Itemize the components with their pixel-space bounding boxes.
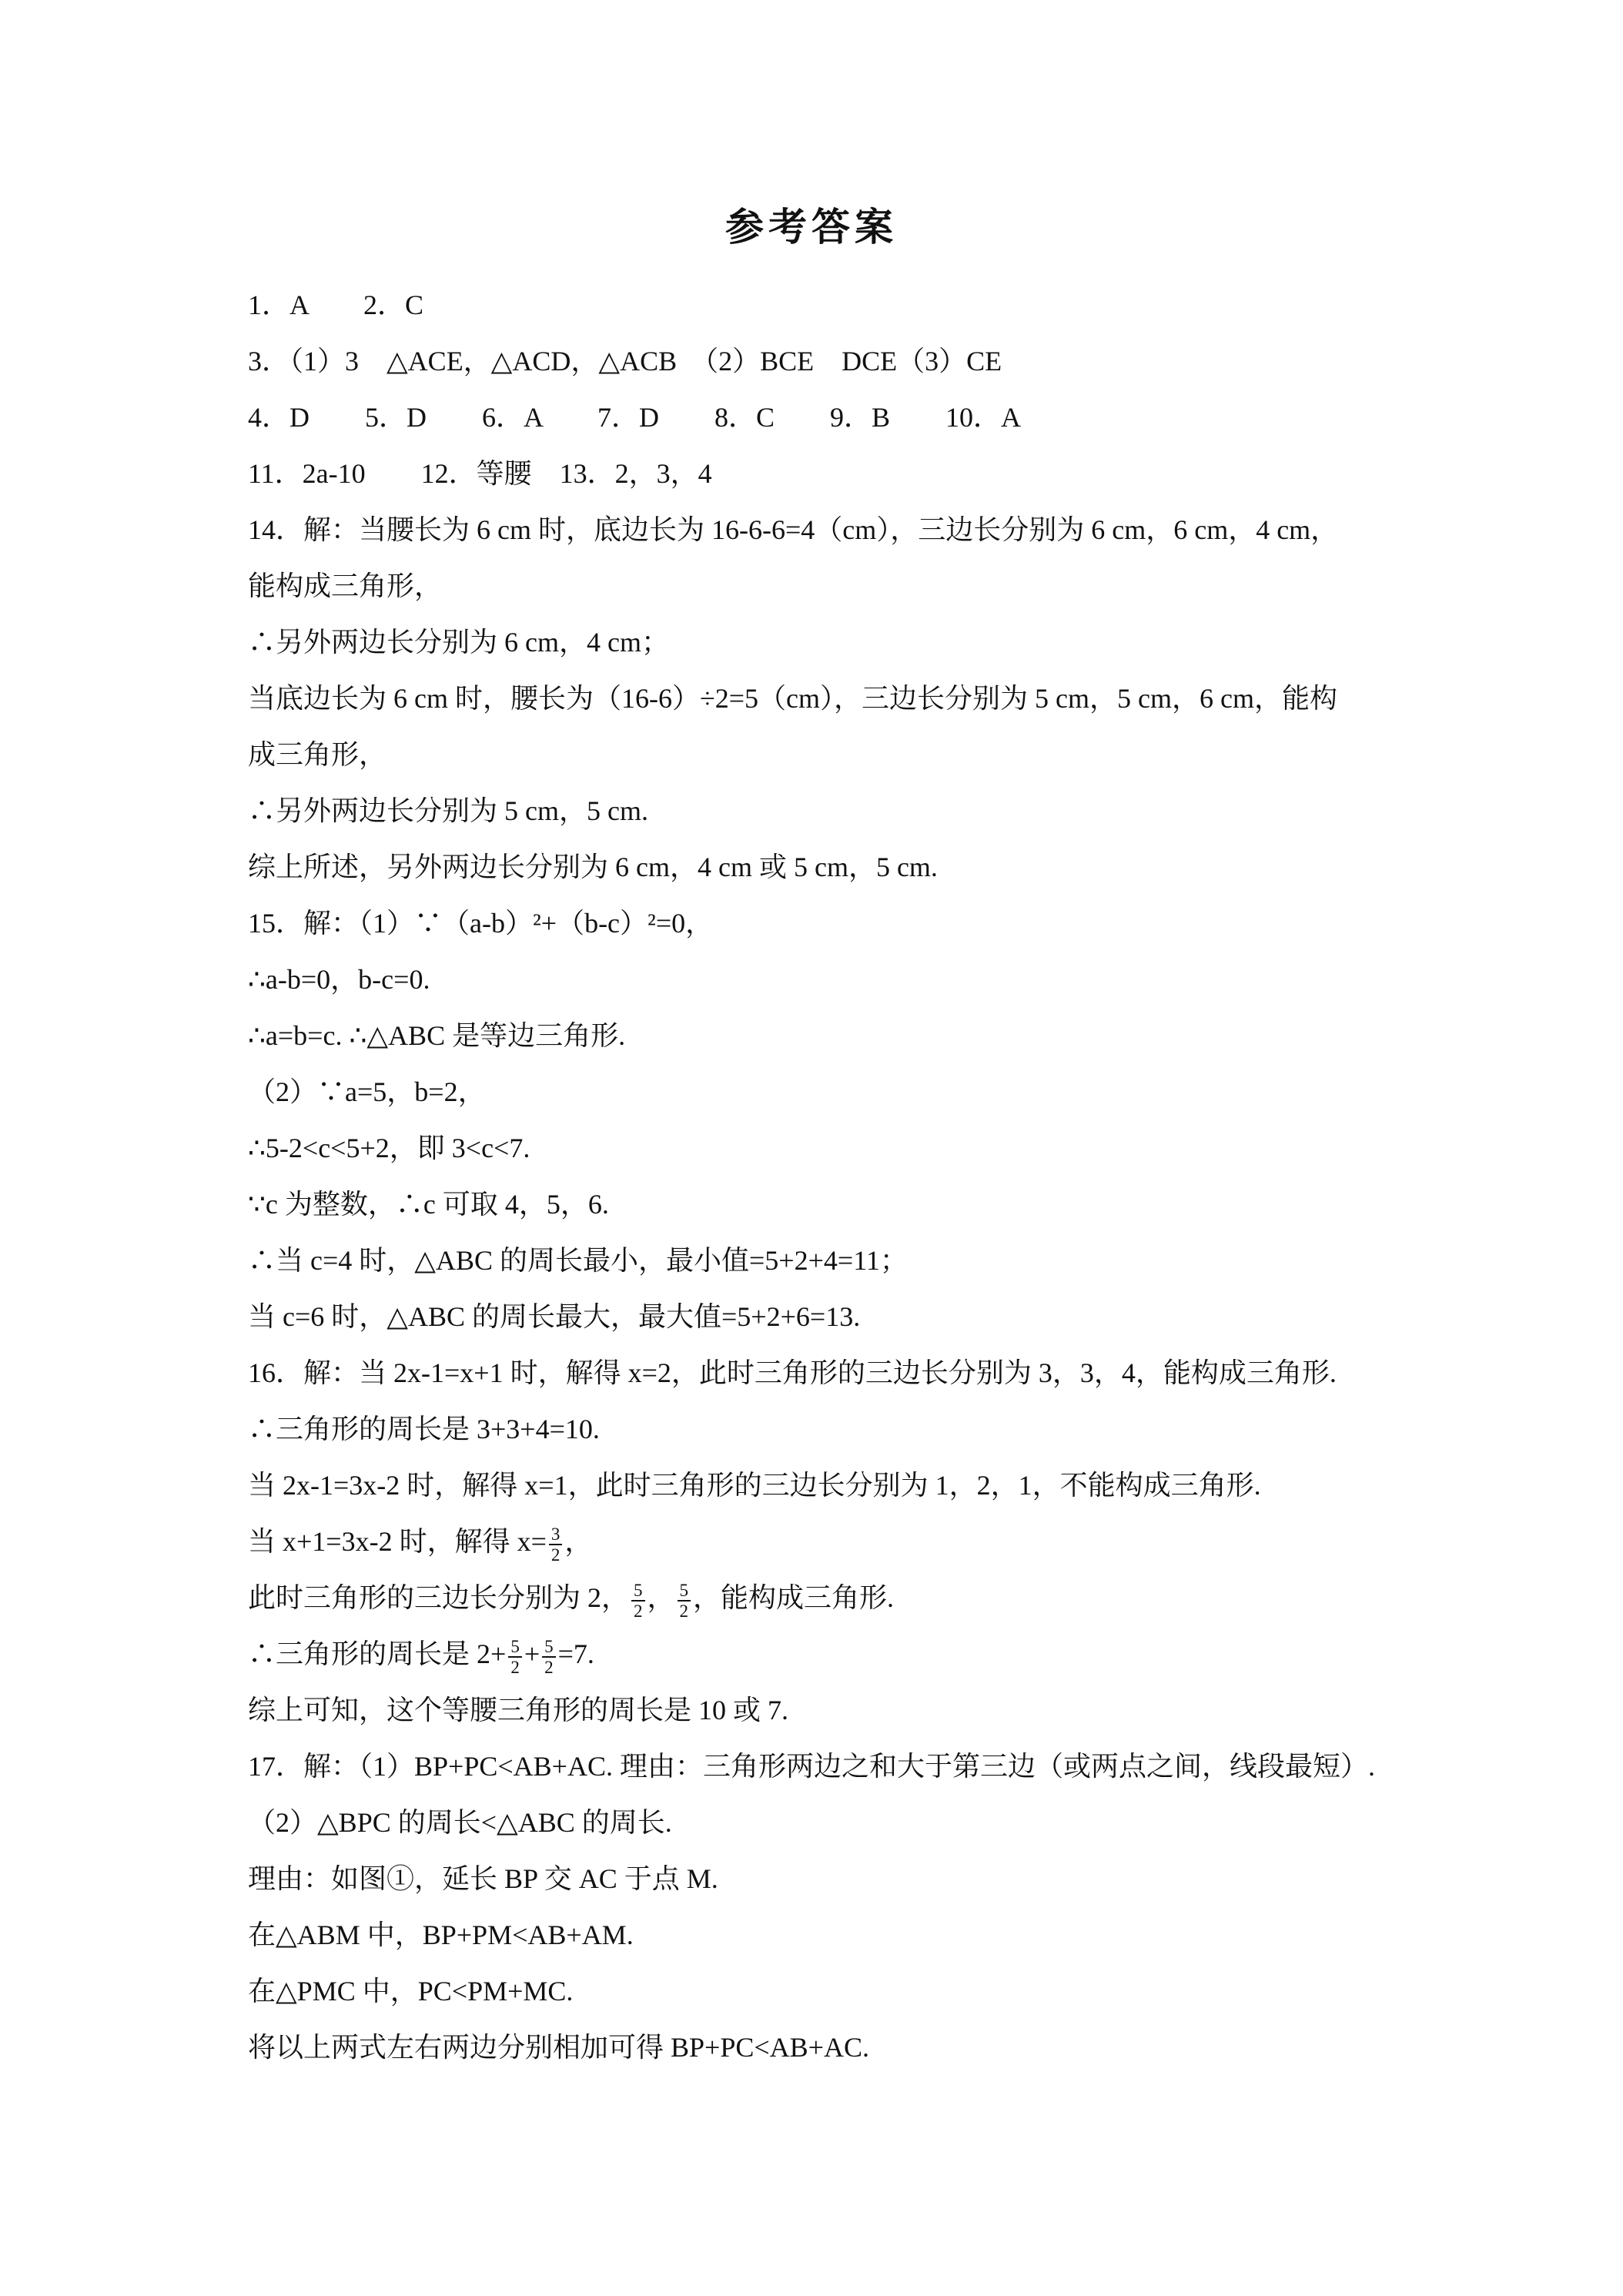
answer-line: 在△PMC 中，PC<PM+MC. (248, 1976, 574, 2006)
answer-line: 17．解：（1）BP+PC<AB+AC. 理由：三角形两边之和大于第三边（或两点之间，线段最短）. (248, 1751, 1375, 1782)
answer-line: （2）∵a=5，b=2， (248, 1076, 486, 1107)
answer-line: 综上可知，这个等腰三角形的周长是 10 或 7. (248, 1695, 789, 1725)
fraction-numerator: 3 (549, 1525, 563, 1545)
fraction-denominator: 2 (634, 1601, 643, 1621)
answer-line: 14．解：当腰长为 6 cm 时，底边长为 16-6-6=4（cm），三边长分别为 6 cm，6 cm，4 cm， (248, 514, 1339, 545)
answer-line: 3．（1）3 △ACE，△ACD，△ACB （2）BCE DCE（3）CE (248, 346, 1002, 377)
answer-line-sides-fraction (248, 1570, 1403, 1626)
line-text: 当 x+1=3x-2 时，解得 x= (248, 1526, 547, 1557)
answer-line-x-fraction (248, 1514, 1403, 1570)
fraction-denominator: 2 (550, 1545, 561, 1565)
line-text: =7. (557, 1638, 594, 1669)
answer-line: 15．解：（1）∵（a-b）²+（b-c）²=0， (248, 908, 714, 939)
fraction-denominator: 2 (544, 1657, 554, 1677)
line-text: ，能构成三角形. (693, 1582, 895, 1613)
answer-line: 1．A 2．C (248, 290, 424, 320)
answer-line: ∵c 为整数，∴c 可取 4，5，6. (248, 1189, 609, 1220)
fraction-denominator: 2 (679, 1601, 689, 1621)
answer-line: （2）△BPC 的周长<△ABC 的周长. (248, 1807, 672, 1838)
answer-line: 当 c=6 时，△ABC 的周长最大，最大值=5+2+6=13. (248, 1301, 861, 1332)
answer-line: ∴另外两边长分别为 6 cm，4 cm； (248, 627, 669, 658)
fraction (542, 1637, 556, 1677)
line-text: + (524, 1638, 540, 1669)
fraction (678, 1581, 691, 1621)
line-text: 此时三角形的三边长分别为 2， (248, 1582, 630, 1613)
answer-line: ∴当 c=4 时，△ABC 的周长最小，最小值=5+2+4=11； (248, 1245, 908, 1276)
answer-line: ∴5-2<c<5+2，即 3<c<7. (248, 1133, 530, 1163)
answer-line: 当底边长为 6 cm 时，腰长为（16-6）÷2=5（cm），三边长分别为 5 cm，5 cm，6 cm，能构 (248, 683, 1337, 714)
answer-line: 能构成三角形， (248, 571, 443, 601)
answer-line: 将以上两式左右两边分别相加可得 BP+PC<AB+AC. (248, 2032, 869, 2063)
answer-line: 理由：如图①，延长 BP 交 AC 于点 M. (248, 1863, 718, 1894)
answer-body (248, 277, 1403, 2076)
fraction-numerator: 5 (678, 1581, 691, 1602)
answer-line: 当 2x-1=3x-2 时，解得 x=1，此时三角形的三边长分别为 1，2，1，不能构成三角形. (248, 1470, 1261, 1501)
answer-line: 在△ABM 中，BP+PM<AB+AM. (248, 1919, 634, 1950)
line-text: ， (564, 1526, 593, 1557)
line-text: ， (647, 1582, 675, 1613)
answer-line: ∴另外两边长分别为 5 cm，5 cm. (248, 795, 648, 826)
fraction-numerator: 5 (631, 1581, 645, 1602)
fraction-numerator: 5 (542, 1637, 556, 1658)
page-title: 参考答案 (725, 205, 898, 249)
fraction (631, 1581, 645, 1621)
fraction (508, 1637, 522, 1677)
answer-line: 成三角形， (248, 739, 387, 770)
answer-line: 16．解：当 2x-1=x+1 时，解得 x=2，此时三角形的三边长分别为 3，3，4，能构成三角形. (248, 1357, 1337, 1388)
fraction-numerator: 5 (508, 1637, 522, 1658)
answer-line: 4．D 5．D 6．A 7．D 8．C 9．B 10．A (248, 402, 1022, 433)
answer-line: ∴a=b=c. ∴△ABC 是等边三角形. (248, 1020, 626, 1051)
answer-line-perimeter-fraction (248, 1626, 1403, 1682)
answer-line: ∴三角形的周长是 3+3+4=10. (248, 1414, 600, 1444)
answer-line: 11．2a-10 12．等腰 13．2，3，4 (248, 458, 712, 489)
fraction-denominator: 2 (510, 1657, 520, 1677)
fraction (549, 1525, 563, 1565)
answer-line: 综上所述，另外两边长分别为 6 cm，4 cm 或 5 cm，5 cm. (248, 852, 938, 882)
line-text: ∴三角形的周长是 2+ (248, 1638, 507, 1669)
answer-line: ∴a-b=0，b-c=0. (248, 964, 430, 995)
